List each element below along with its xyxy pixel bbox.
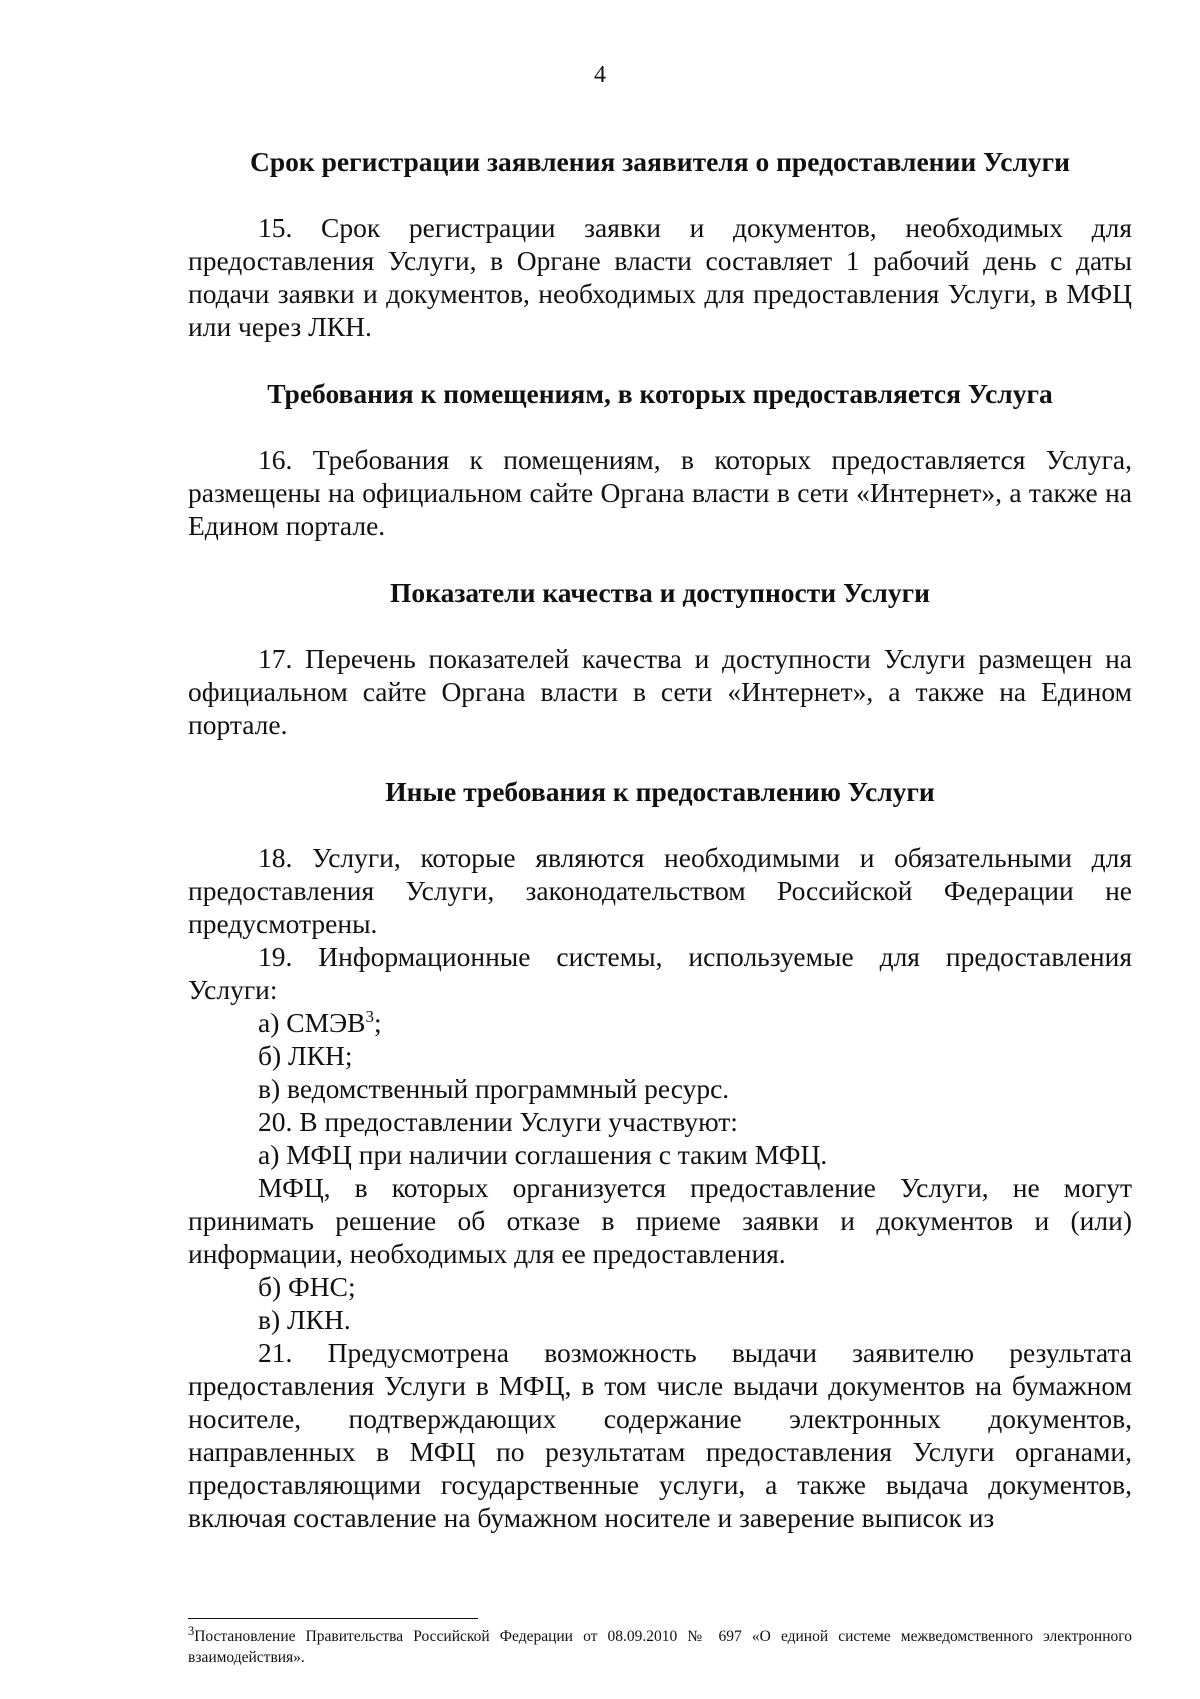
page-number: 4: [594, 62, 606, 88]
list-item-20b: б) ФНС;: [258, 1271, 356, 1302]
list-item-19b: б) ЛКН;: [258, 1040, 353, 1071]
paragraph-18: 18. Услуги, которые являются необходимыми и обязательными для предоставления Услуги, законодательством Российской Федерации не предусмотрены.: [188, 842, 1132, 939]
section-heading-registration: Срок регистрации заявления заявителя о предоставлении Услуги: [249, 146, 1070, 177]
paragraph-20-note: МФЦ, в которых организуется предоставление Услуги, не могут принимать решение об отказе в приеме заявки и документов и (или) информации, необходимых для ее предоставления.: [188, 1172, 1132, 1269]
footnote: [188, 1623, 1132, 1668]
paragraph-17: 17. Перечень показателей качества и доступности Услуги размещен на официальном сайте Органа власти в сети «Интернет», а также на Едином портале.: [188, 643, 1132, 740]
document-body: [188, 145, 1132, 1534]
section-heading-quality: Показатели качества и доступности Услуги: [390, 577, 930, 608]
footnote-divider: [188, 1618, 478, 1619]
section-heading-premises: Требования к помещениям, в которых предоставляется Услуга: [267, 378, 1053, 409]
paragraph-16: 16. Требования к помещениям, в которых предоставляется Услуга, размещены на официальном сайте Органа власти в сети «Интернет», а также на Едином портале.: [188, 444, 1132, 541]
list-item-20a: а) МФЦ при наличии соглашения с таким МФЦ.: [258, 1139, 828, 1170]
list-item-19a: [188, 1006, 1132, 1039]
paragraph-20: 20. В предоставлении Услуги участвуют:: [258, 1106, 738, 1137]
list-item-19a-text: а) СМЭВ: [258, 1007, 366, 1038]
footnote-text: Постановление Правительства Российской Федерации от 08.09.2010 № 697 «О единой системе межведомственного электронного взаимодействия».: [188, 1628, 1132, 1666]
list-item-19c: в) ведомственный программный ресурс.: [258, 1073, 730, 1104]
paragraph-19: 19. Информационные системы, используемые для предоставления Услуги:: [188, 941, 1132, 1005]
footnote-mark: 3: [188, 1623, 195, 1638]
paragraph-21: 21. Предусмотрена возможность выдачи заявителю результата предоставления Услуги в МФЦ, в том числе выдачи документов на бумажном носителе, подтверждающих содержание электронных документов, направленных в МФЦ по результатам предоставления Услуги органами, предоставляющими государственные услуги, а также выдача документов, включая составление на бумажном носителе и заверение выписок из: [188, 1337, 1132, 1533]
footnote-reference: 3: [365, 1006, 375, 1026]
paragraph-15: 15. Срок регистрации заявки и документов, необходимых для предоставления Услуги, в Органе власти составляет 1 рабочий день с даты подачи заявки и документов, необходимых для предоставления Услуги, в МФЦ или через ЛКН.: [188, 212, 1132, 342]
section-heading-other-requirements: Иные требования к предоставлению Услуги: [385, 776, 935, 807]
list-item-19a-punct: ;: [374, 1007, 382, 1038]
list-item-20c: в) ЛКН.: [258, 1304, 351, 1335]
